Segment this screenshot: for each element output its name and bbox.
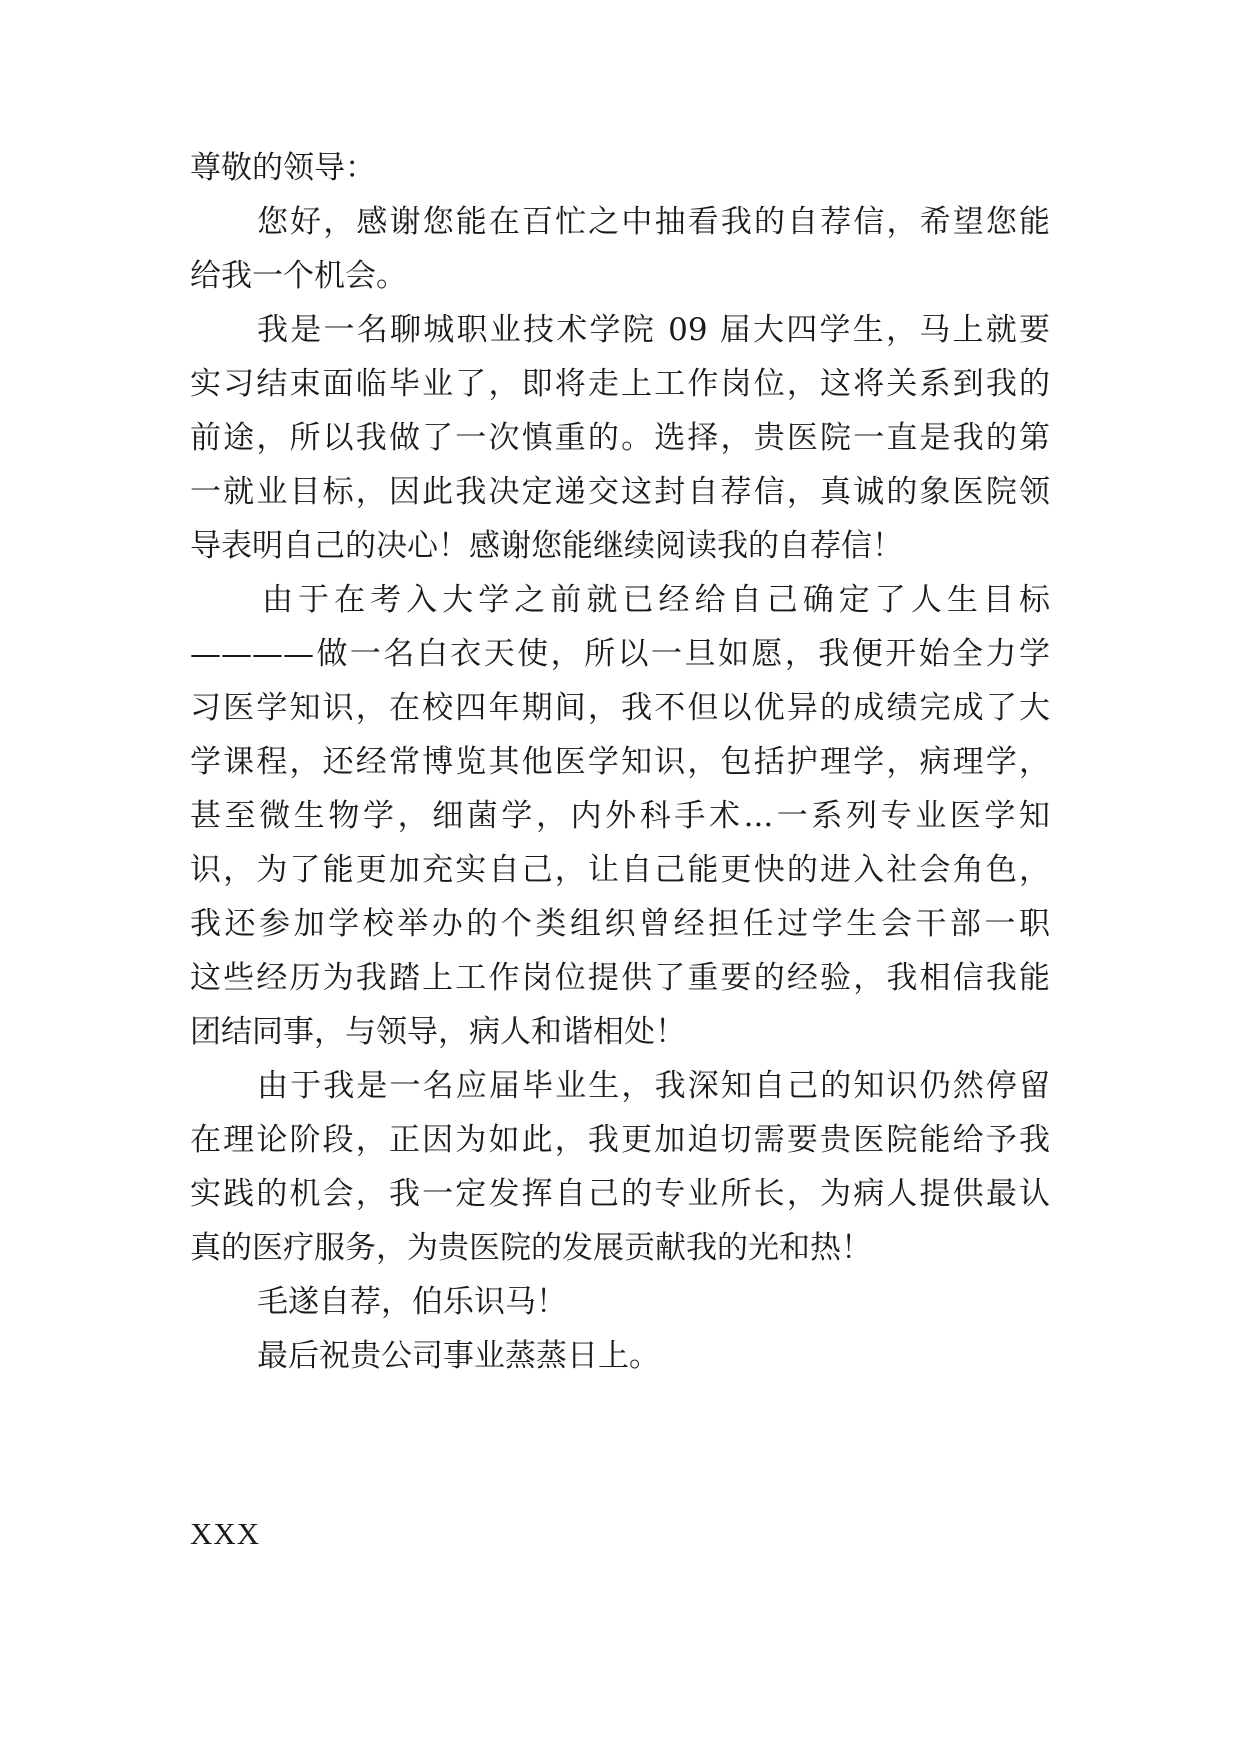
paragraph-2-line-4: 一就业目标，因此我决定递交这封自荐信，真诚的象医院领 bbox=[190, 474, 1050, 510]
closing-line-2: 最后祝贵公司事业蒸蒸日上。 bbox=[257, 1338, 660, 1374]
paragraph-3-line-1: 由于在考入大学之前就已经给自己确定了人生目标 bbox=[262, 582, 1050, 618]
paragraph-2-line-1: 我是一名聊城职业技术学院 09 届大四学生，马上就要 bbox=[257, 312, 1050, 348]
paragraph-3-line-3: 习医学知识，在校四年期间，我不但以优异的成绩完成了大 bbox=[190, 690, 1050, 726]
paragraph-3-line-9: 团结同事，与领导，病人和谐相处！ bbox=[190, 1014, 686, 1050]
signature: XXX bbox=[190, 1516, 261, 1551]
paragraph-3-line-6: 识，为了能更加充实自己，让自己能更快的进入社会角色， bbox=[190, 852, 1050, 888]
paragraph-2-line-3: 前途，所以我做了一次慎重的。选择，贵医院一直是我的第 bbox=[190, 420, 1050, 456]
closing-line-1: 毛遂自荐，伯乐识马！ bbox=[257, 1284, 567, 1320]
paragraph-4-line-3: 实践的机会，我一定发挥自己的专业所长，为病人提供最认 bbox=[190, 1176, 1050, 1212]
letter-salutation: 尊敬的领导： bbox=[190, 150, 376, 186]
paragraph-4-line-1: 由于我是一名应届毕业生，我深知自己的知识仍然停留 bbox=[257, 1068, 1050, 1104]
paragraph-1-line-1: 您好，感谢您能在百忙之中抽看我的自荐信，希望您能 bbox=[257, 204, 1050, 240]
paragraph-3-line-8: 这些经历为我踏上工作岗位提供了重要的经验，我相信我能 bbox=[190, 960, 1050, 996]
paragraph-2-line-2: 实习结束面临毕业了，即将走上工作岗位，这将关系到我的 bbox=[190, 366, 1050, 402]
paragraph-3-line-7: 我还参加学校举办的个类组织曾经担任过学生会干部一职 bbox=[190, 906, 1050, 942]
paragraph-3-line-4: 学课程，还经常博览其他医学知识，包括护理学，病理学， bbox=[190, 744, 1050, 780]
paragraph-4-line-4: 真的医疗服务，为贵医院的发展贡献我的光和热！ bbox=[190, 1230, 872, 1266]
paragraph-1-line-2: 给我一个机会。 bbox=[190, 258, 407, 294]
paragraph-2-line-5: 导表明自己的决心！感谢您能继续阅读我的自荐信！ bbox=[190, 528, 903, 564]
paragraph-4-line-2: 在理论阶段，正因为如此，我更加迫切需要贵医院能给予我 bbox=[190, 1122, 1050, 1158]
paragraph-3-line-5: 甚至微生物学，细菌学，内外科手术...一系列专业医学知 bbox=[190, 798, 1050, 834]
paragraph-3-line-2: ————做一名白衣天使，所以一旦如愿，我便开始全力学 bbox=[190, 636, 1050, 672]
